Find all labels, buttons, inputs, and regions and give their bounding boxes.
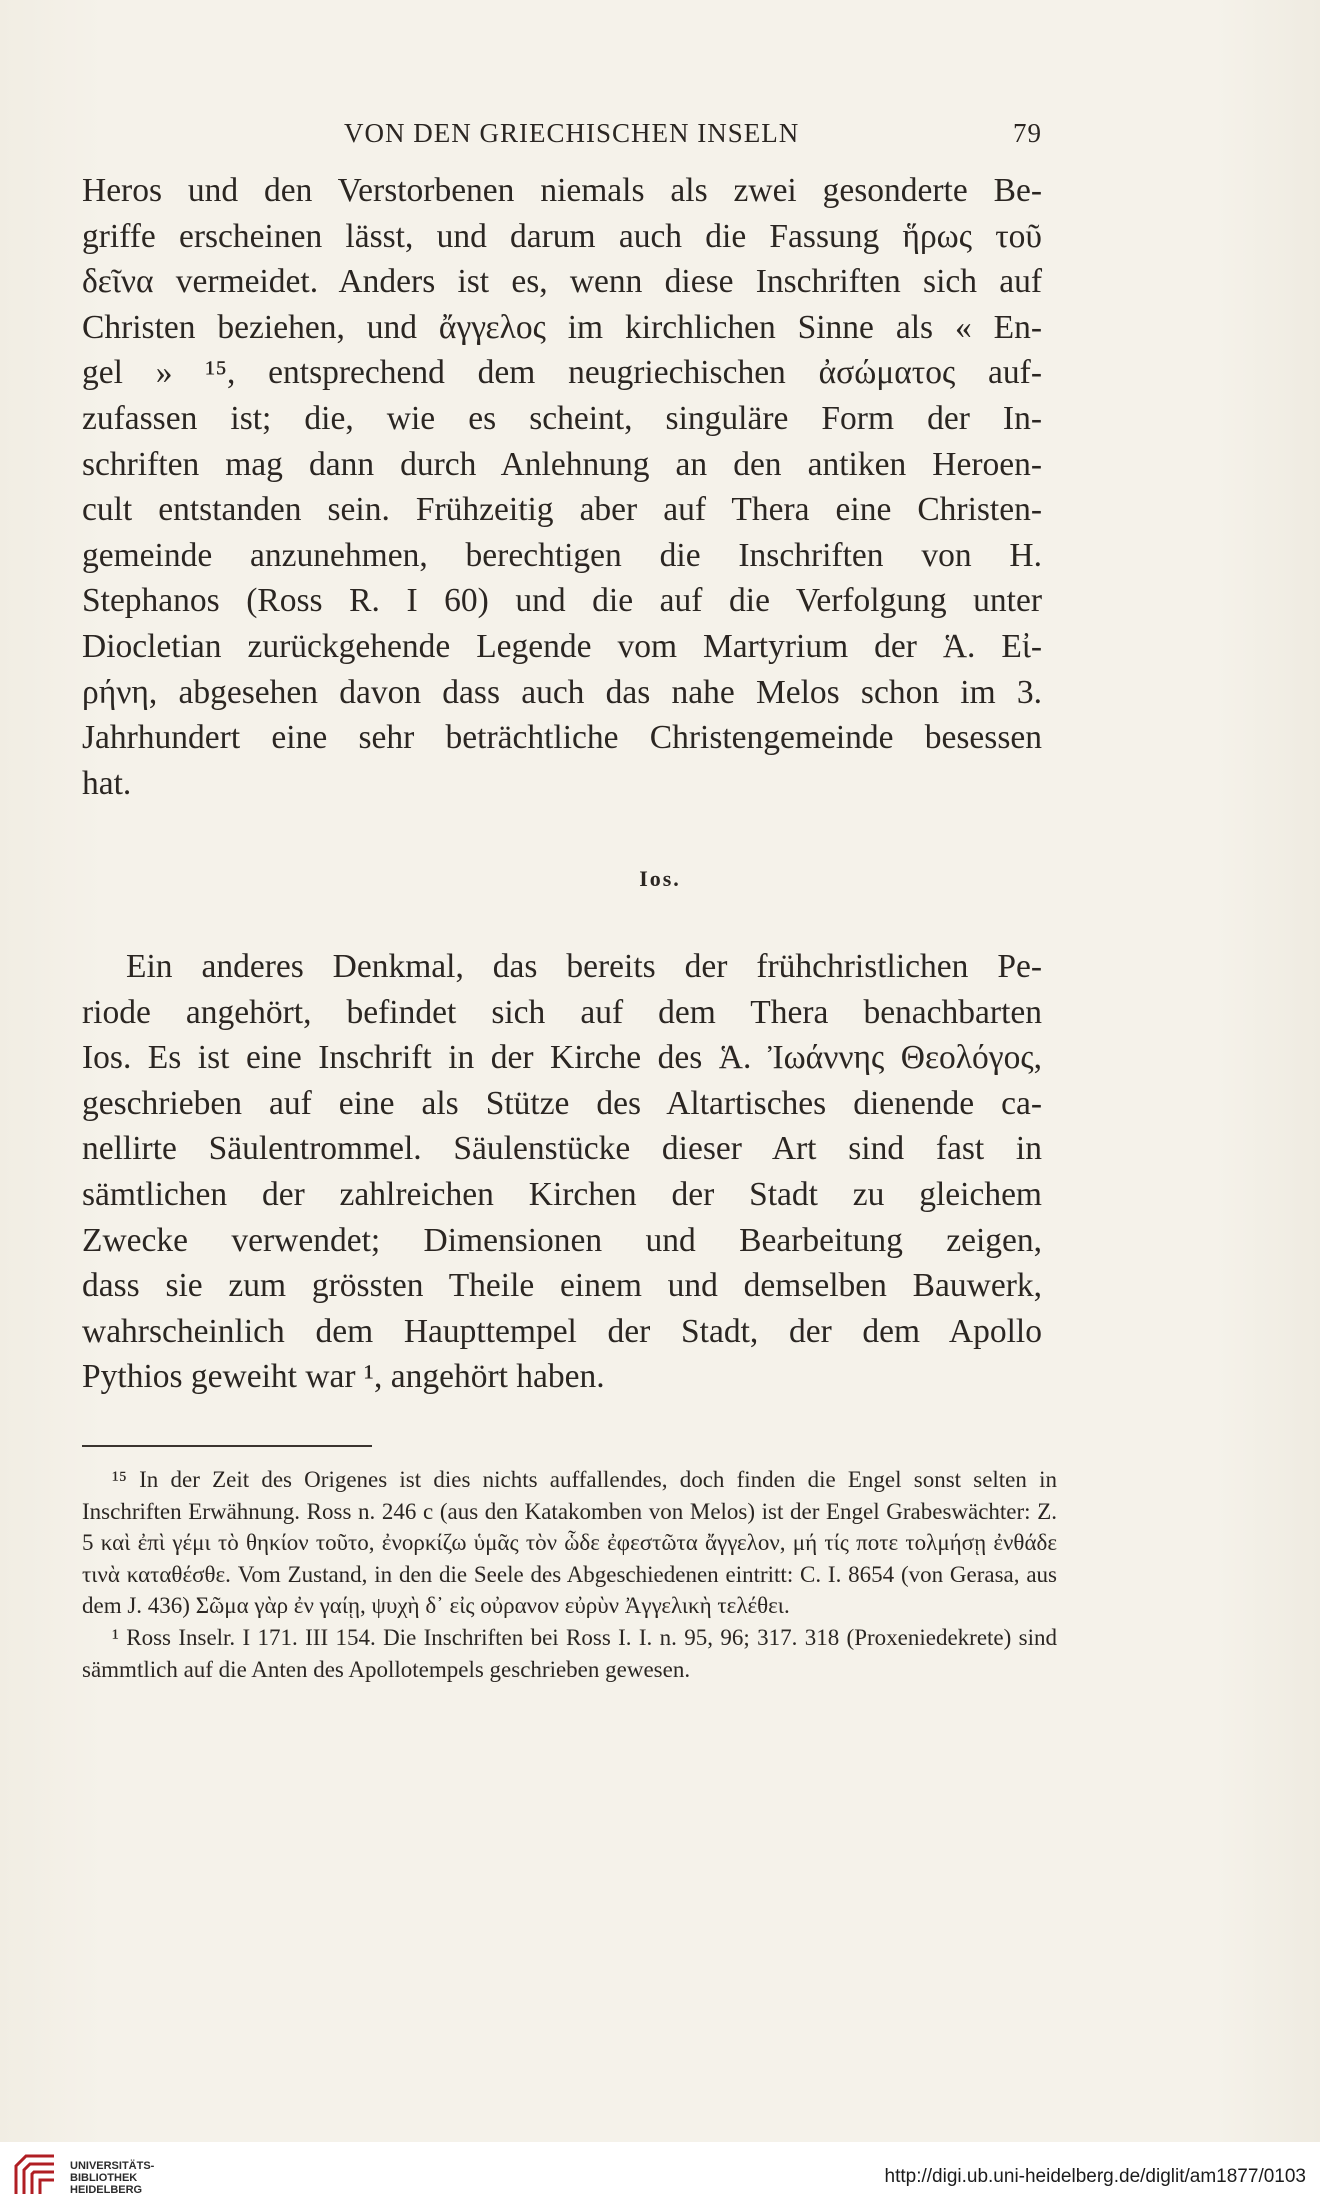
source-url-link[interactable]: http://digi.ub.uni-heidelberg.de/diglit/am1877/0103 [884, 2166, 1306, 2187]
text-line: Stephanos (Ross R. I 60) und die auf die Verfolgung unter [82, 582, 1042, 620]
text-line: griffe erscheinen lässt, und darum auch die Fassung ἥρως τοῦ [82, 217, 1042, 255]
text-line: dass sie zum grössten Theile einem und demselben Bauwerk, [82, 1267, 1042, 1305]
text-line: Zwecke verwendet; Dimensionen und Bearbeitung zeigen, [82, 1221, 1042, 1259]
university-library-logo-icon [12, 2152, 58, 2198]
text-line: ρήνη, abgesehen davon dass auch das nahe Melos schon im 3. [82, 673, 1042, 711]
footnote-1: ¹ Ross Inselr. I 171. III 154. Die Inschriften bei Ross I. I. n. 95, 96; 317. 318 (Proxeniedekrete) sind sämmtlich auf die Anten des Apollotempels geschrieben gewesen. [82, 1624, 1057, 1682]
text-line: Ein anderes Denkmal, das bereits der frühchristlichen Pe- [126, 948, 1042, 985]
text-line: wahrscheinlich dem Haupttempel der Stadt, der dem Apollo [82, 1312, 1042, 1350]
text-line: Ios. Es ist eine Inschrift in der Kirche des Ἁ. Ἰωάννης Θεολόγος, [82, 1039, 1042, 1077]
text-line: δεῖνα vermeidet. Anders ist es, wenn diese Inschriften sich auf [82, 263, 1042, 301]
text-line: Pythios geweiht war ¹, angehört haben. [82, 1358, 605, 1396]
text-line: schriften mag dann durch Anlehnung an den antiken Heroen- [82, 445, 1042, 483]
text-line: gel » ¹⁵, entsprechend dem neugriechischen ἀσώματος auf- [82, 354, 1042, 392]
text-line: zufassen ist; die, wie es scheint, singuläre Form der In- [82, 399, 1042, 437]
library-line: HEIDELBERG [70, 2184, 143, 2196]
text-line: riode angehört, befindet sich auf dem Thera benachbarten [82, 993, 1042, 1031]
text-line: sämtlichen der zahlreichen Kirchen der Stadt zu gleichem [82, 1175, 1042, 1213]
running-title: VON DEN GRIECHISCHEN INSELN [344, 118, 800, 148]
footnote-15: ¹⁵ In der Zeit des Origenes ist dies nichts auffallendes, doch finden die Engel sonst selten in Inschriften Erwähnung. Ross n. 246 c (aus den Katakomben von Melos) ist der Engel Grabeswächter: Z. 5 καὶ ἐπὶ γέμι τὸ θηκίον τοῦτο, ἐνορκίζω ὑμᾶς τὸν ὧδε ἐφεστῶτα ἄγγελον, μή τίς ποτε τολμήσῃ ἐνθάδε τινὰ καταθέσθε. Vom Zustand, in den die Seele des Abgeschiedenen eintritt: C. I. 8654 (von Gerasa, aus dem J. 436) Σῶμα γὰρ ἐν γαίῃ, ψυχὴ δ᾽ εἰς οὐρανον εὐρὺν Ἀγγελικὴ τελέθει. [82, 1467, 1057, 1619]
library-line: UNIVERSITÄTS- [70, 2160, 155, 2172]
text-line: hat. [82, 764, 132, 802]
text-line: Christen beziehen, und ἄγγελος im kirchlichen Sinne als « En- [82, 308, 1042, 346]
text-line: Diocletian zurückgehende Legende vom Martyrium der Ἁ. Εἰ- [82, 627, 1042, 665]
library-name [70, 2160, 154, 2196]
text-line: nellirte Säulentrommel. Säulenstücke dieser Art sind fast in [82, 1130, 1042, 1168]
text-line: Jahrhundert eine sehr beträchtliche Christengemeinde besessen [82, 719, 1042, 757]
library-line: BIBLIOTHEK [70, 2172, 138, 2184]
footnote-divider [82, 1445, 372, 1447]
text-line: cult entstanden sein. Frühzeitig aber auf Thera eine Christen- [82, 491, 1042, 529]
text-line: Heros und den Verstorbenen niemals als zwei gesonderte Be- [82, 172, 1042, 209]
section-title: Ios. [639, 866, 681, 891]
paragraph-2 [82, 944, 1042, 1400]
text-line: geschrieben auf eine als Stütze des Altartisches dienende ca- [82, 1084, 1042, 1122]
paragraph-1 [82, 168, 1042, 806]
page-number: 79 [1013, 118, 1042, 148]
text-line: gemeinde anzunehmen, berechtigen die Inschriften von H. [82, 536, 1042, 574]
footnotes [82, 1464, 1057, 1685]
